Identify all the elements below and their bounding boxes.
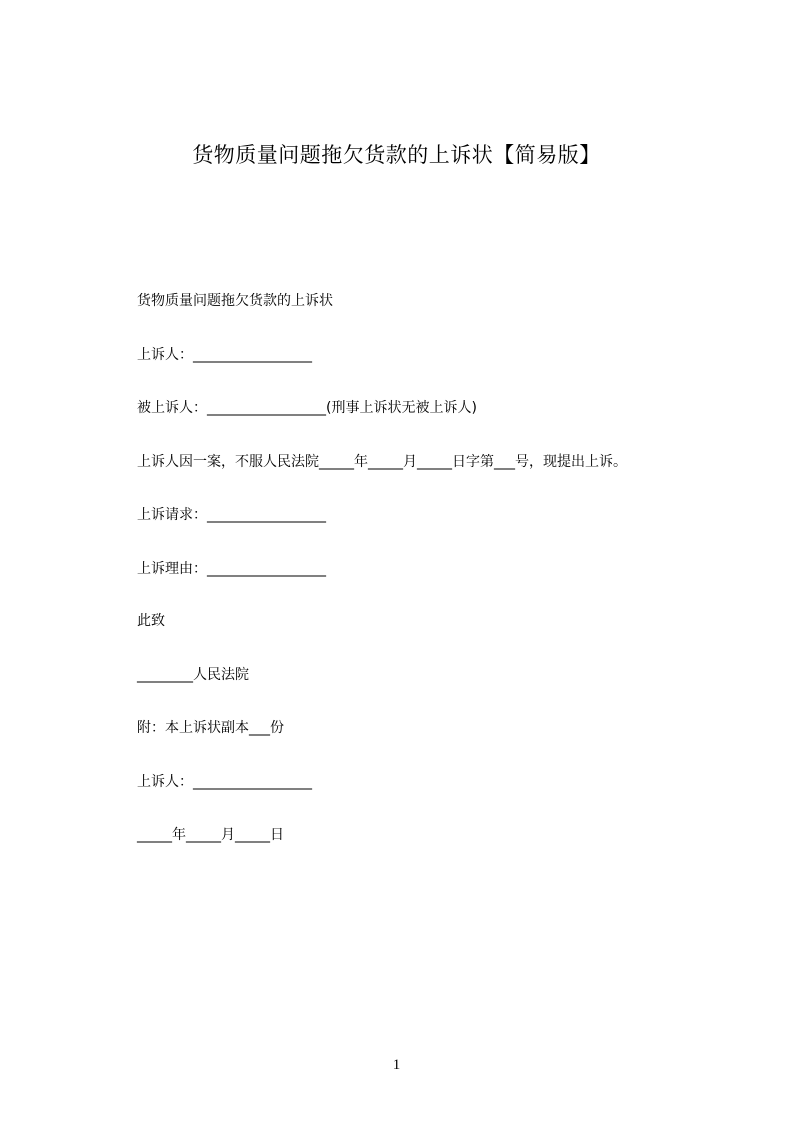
date-line: _____年_____月_____日 — [137, 827, 284, 843]
court-line: ________人民法院 — [137, 667, 249, 683]
case-statement-line: 上诉人因一案，不服人民法院_____年_____月_____日字第___号，现提出上诉。 — [137, 454, 627, 470]
attachment-line: 附：本上诉状副本___份 — [137, 720, 284, 736]
signature-appellant-line: 上诉人：_________________ — [137, 774, 312, 790]
appellee-line: 被上诉人：_________________(刑事上诉状无被上诉人) — [137, 400, 477, 416]
appellant-line: 上诉人：_________________ — [137, 347, 312, 363]
page-number: 1 — [392, 1057, 401, 1073]
appeal-reason-line: 上诉理由：_________________ — [137, 561, 326, 577]
appeal-request-line: 上诉请求：_________________ — [137, 507, 326, 523]
document-title: 货物质量问题拖欠货款的上诉状【简易版】 — [192, 143, 601, 167]
salutation-line: 此致 — [137, 613, 165, 629]
subtitle-line: 货物质量问题拖欠货款的上诉状 — [137, 293, 333, 309]
